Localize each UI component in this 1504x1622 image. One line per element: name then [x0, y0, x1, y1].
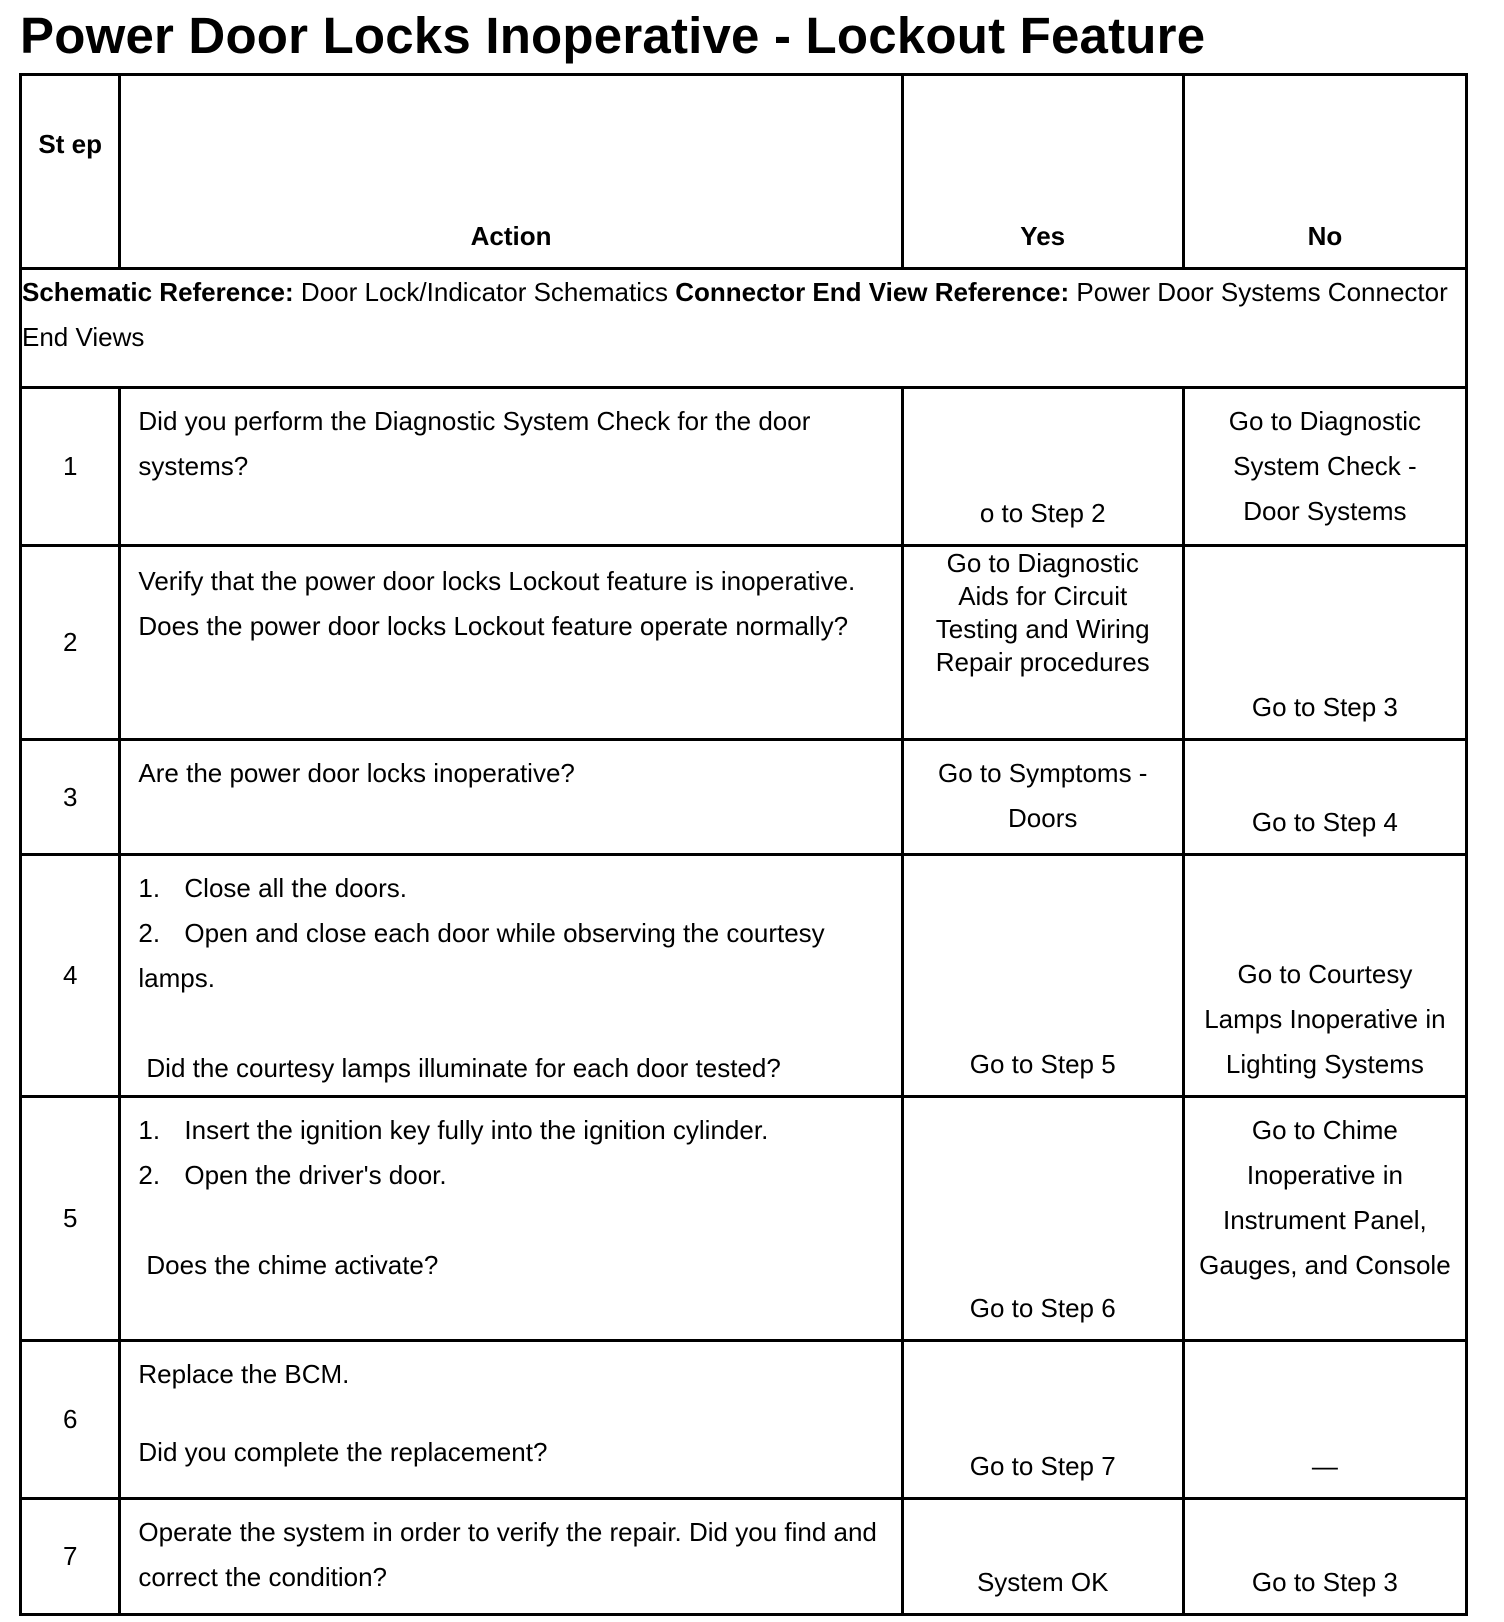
- no-cell: —: [1183, 1341, 1466, 1499]
- no-cell: Go to Chime Inoperative in Instrument Panel, Gauges, and Console: [1183, 1097, 1466, 1341]
- header-no: No: [1183, 75, 1466, 269]
- no-cell: Go to Step 4: [1183, 740, 1466, 855]
- table-row: [21, 1499, 1467, 1615]
- step-number: 2: [21, 546, 120, 740]
- no-cell: Go to Diagnostic System Check - Door Systems: [1183, 388, 1466, 546]
- action-list-item: 1. Insert the ignition key fully into the ignition cylinder.: [138, 1115, 769, 1145]
- header-action: Action: [120, 75, 902, 269]
- action-text: Replace the BCM.: [138, 1359, 350, 1389]
- action-cell: Are the power door locks inoperative?: [120, 740, 902, 855]
- yes-cell: Go to Step 6: [902, 1097, 1183, 1341]
- page-title: Power Door Locks Inoperative - Lockout Feature: [20, 7, 1206, 64]
- yes-cell: o to Step 2: [902, 388, 1183, 546]
- header-step: St ep: [21, 75, 120, 269]
- table-header-row: [21, 75, 1467, 269]
- connector-reference-label: Connector End View Reference:: [675, 277, 1070, 307]
- action-question: Does the chime activate?: [146, 1250, 439, 1280]
- reference-row: [21, 269, 1467, 388]
- step-number: 7: [21, 1499, 120, 1615]
- no-cell: Go to Step 3: [1183, 546, 1466, 740]
- step-number: 5: [21, 1097, 120, 1341]
- table-row: [21, 740, 1467, 855]
- no-cell: Go to Courtesy Lamps Inoperative in Lighting Systems: [1183, 855, 1466, 1097]
- action-cell: Verify that the power door locks Lockout feature is inoperative. Does the power door locks Lockout feature operate normally?: [120, 546, 902, 740]
- yes-cell: Go to Symptoms - Doors: [902, 740, 1183, 855]
- table-row: [21, 855, 1467, 1097]
- action-cell: Did you perform the Diagnostic System Check for the door systems?: [120, 388, 902, 546]
- step-number: 4: [21, 855, 120, 1097]
- header-yes: Yes: [902, 75, 1183, 269]
- action-cell: [120, 1097, 902, 1341]
- reference-cell: [21, 269, 1467, 388]
- step-number: 3: [21, 740, 120, 855]
- table-row: [21, 546, 1467, 740]
- table-row: [21, 1097, 1467, 1341]
- step-number: 6: [21, 1341, 120, 1499]
- yes-cell: Go to Step 5: [902, 855, 1183, 1097]
- table-row: [21, 388, 1467, 546]
- action-cell: [120, 1341, 902, 1499]
- yes-cell: Go to Diagnostic Aids for Circuit Testing and Wiring Repair procedures: [902, 546, 1183, 740]
- action-list-item: 1. Close all the doors.: [138, 873, 407, 903]
- step-number: 1: [21, 388, 120, 546]
- connector-reference-value: Power Door Systems Connector End Views: [22, 277, 1448, 352]
- table-row: [21, 1341, 1467, 1499]
- action-question: Did you complete the replacement?: [138, 1437, 548, 1467]
- no-cell: Go to Step 3: [1183, 1499, 1466, 1615]
- action-cell: Operate the system in order to verify the repair. Did you find and correct the condition?: [120, 1499, 902, 1615]
- action-list-item: 2. Open the driver's door.: [138, 1160, 447, 1190]
- schematic-reference-value: Door Lock/Indicator Schematics: [300, 277, 668, 307]
- yes-cell: Go to Step 7: [902, 1341, 1183, 1499]
- action-list-item: 2. Open and close each door while observing the courtesy lamps.: [138, 918, 825, 993]
- action-question: Did the courtesy lamps illuminate for each door tested?: [146, 1053, 781, 1083]
- schematic-reference-label: Schematic Reference:: [22, 277, 294, 307]
- diagnostic-table: [19, 73, 1468, 1616]
- action-cell: [120, 855, 902, 1097]
- yes-cell: System OK: [902, 1499, 1183, 1615]
